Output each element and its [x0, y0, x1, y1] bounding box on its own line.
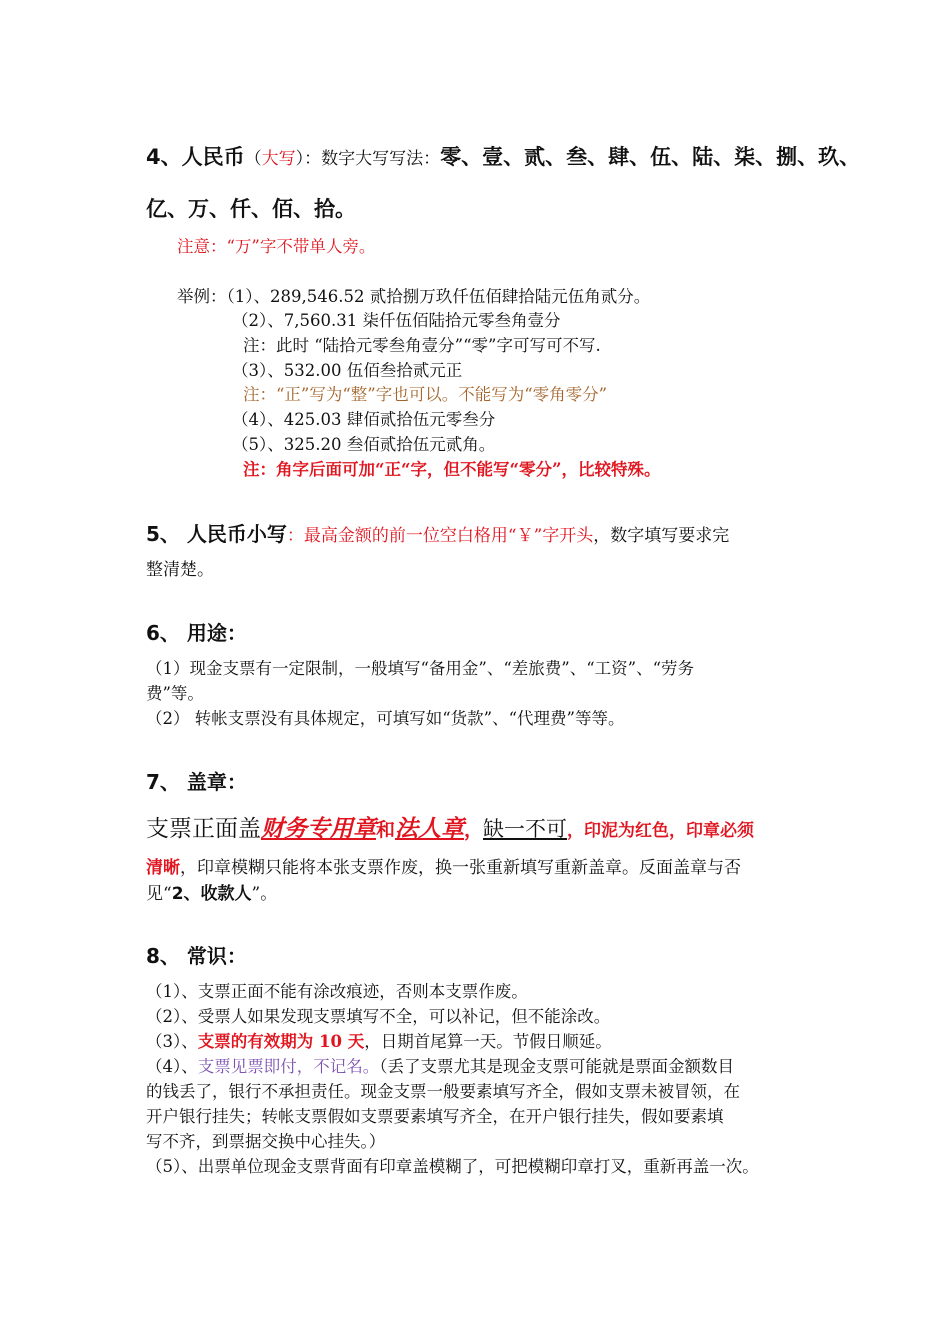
section-5-colon: ：	[286, 526, 304, 546]
section-7-line-2-rest: ，印章模糊只能将本张支票作废，换一张重新填写重新盖章。反面盖章与否	[180, 858, 741, 878]
section-5-red-text: 最高金额的前一位空白格用“￥”字开头	[303, 526, 594, 546]
section-4-heading: 4、人民币	[146, 145, 245, 169]
section-7-line-1	[146, 810, 754, 843]
example-5: （5）、325.20 叁佰贰拾伍元贰角。	[232, 435, 496, 454]
section-8-item-3	[146, 1028, 612, 1052]
example-5-note: 注：角字后面可加“正“字，但不能写“零分”，比较特殊。	[243, 460, 661, 479]
section-8-item-4-b: （丢了支票尤其是现金支票可能就是票面金额数目	[379, 1057, 734, 1076]
example-1: （1）、289,546.52 贰拾捌万玖仟伍佰肆拾陆元伍角贰分。	[226, 287, 651, 306]
section-7-line-3	[146, 879, 277, 904]
section-5-line-1	[146, 518, 729, 547]
section-7-lead: 支票正面盖	[146, 816, 261, 842]
section-5-line-2: 整清楚。	[146, 560, 214, 580]
example-1-line	[177, 283, 650, 307]
section-7-comma: ，	[464, 819, 484, 841]
section-6-heading: 6、 用途：	[146, 621, 247, 645]
section-7-line-3-a: 见“	[146, 884, 172, 904]
section-7-red-line-2: 清晰	[146, 858, 180, 878]
stamp-finance: 财务专用章	[261, 816, 376, 842]
section-6-p1-line-2: 费”等。	[146, 684, 204, 703]
section-8-item-4-line-3: 开户银行挂失；转帐支票假如支票要素填写齐全，在开户银行挂失，假如要素填	[146, 1107, 724, 1126]
section-8-item-4-line-1	[146, 1053, 734, 1077]
section-8-heading: 8、 常识：	[146, 944, 247, 968]
example-3: （3）、532.00 伍佰叁拾贰元正	[232, 361, 463, 380]
section-8-item-4-purple: 支票见票即付，不记名。	[197, 1057, 380, 1076]
example-4: （4）、425.03 肆佰贰拾伍元零叁分	[232, 410, 496, 429]
section-7-and: 和	[376, 819, 396, 841]
section-5-tail: ，数字填写要求完	[593, 526, 730, 546]
section-7-red-tail: ，印泥为红色，印章必须	[567, 821, 755, 841]
paren-word: 大写	[261, 149, 296, 169]
stamp-legal-person: 法人章	[395, 816, 465, 842]
section-4-label: ：数字大写写法：	[304, 149, 441, 169]
section-8-item-3-a: （3）、	[146, 1032, 198, 1051]
paren-open: （	[244, 149, 262, 169]
section-8-item-4-line-4: 写不齐，到票据交换中心挂失。）	[146, 1132, 386, 1151]
section-8-item-5: （5）、出票单位现金支票背面有印章盖模糊了，可把模糊印章打叉，重新再盖一次。	[146, 1157, 759, 1176]
section-7-must: 缺一不可	[483, 817, 568, 841]
section-7-line-3-c: ”。	[251, 884, 278, 904]
section-7-line-2	[146, 853, 741, 878]
section-4-note: 注意：“万”字不带单人旁。	[177, 237, 376, 256]
example-3-note: 注：“正”写为“整”字也可以。不能写为“零角零分”	[243, 385, 608, 404]
digits-line-1: 零、壹、贰、叁、肆、伍、陆、柒、捌、玖、	[440, 145, 861, 169]
digits-line-2: 亿、万、仟、佰、拾。	[146, 197, 356, 221]
paren-close: ）	[295, 149, 305, 169]
section-8-item-4-a: （4）、	[146, 1057, 198, 1076]
section-8-item-4-line-2: 的钱丢了，银行不承担责任。现金支票一般要素填写齐全，假如支票未被冒领，在	[146, 1082, 740, 1101]
example-2-note: 注：此时 “陆拾元零叁角壹分”“零”字可写可不写.	[243, 336, 601, 355]
section-6-p1-line-1: （1）现金支票有一定限制，一般填写“备用金”、“差旅费”、“工资”、“劳务	[146, 659, 695, 678]
example-2: （2）、7,560.31 柒仟伍佰陆拾元零叁角壹分	[232, 311, 561, 330]
examples-label: 举例：	[177, 287, 227, 306]
section-7-line-3-b: 2、收款人	[171, 884, 252, 904]
section-8-item-3-red: 支票的有效期为 10 天	[197, 1032, 365, 1051]
section-4-heading-line	[146, 141, 860, 171]
section-8-item-2: （2）、受票人如果发现支票填写不全，可以补记，但不能涂改。	[146, 1007, 611, 1026]
section-6-p2: （2） 转帐支票没有具体规定，可填写如“货款”、“代理费”等等。	[146, 709, 625, 728]
section-8-item-3-b: ，日期首尾算一天。节假日顺延。	[364, 1032, 612, 1051]
section-5-heading: 5、 人民币小写	[146, 522, 287, 546]
section-8-item-1: （1）、支票正面不能有涂改痕迹，否则本支票作废。	[146, 982, 528, 1001]
section-7-heading: 7、 盖章：	[146, 770, 247, 794]
